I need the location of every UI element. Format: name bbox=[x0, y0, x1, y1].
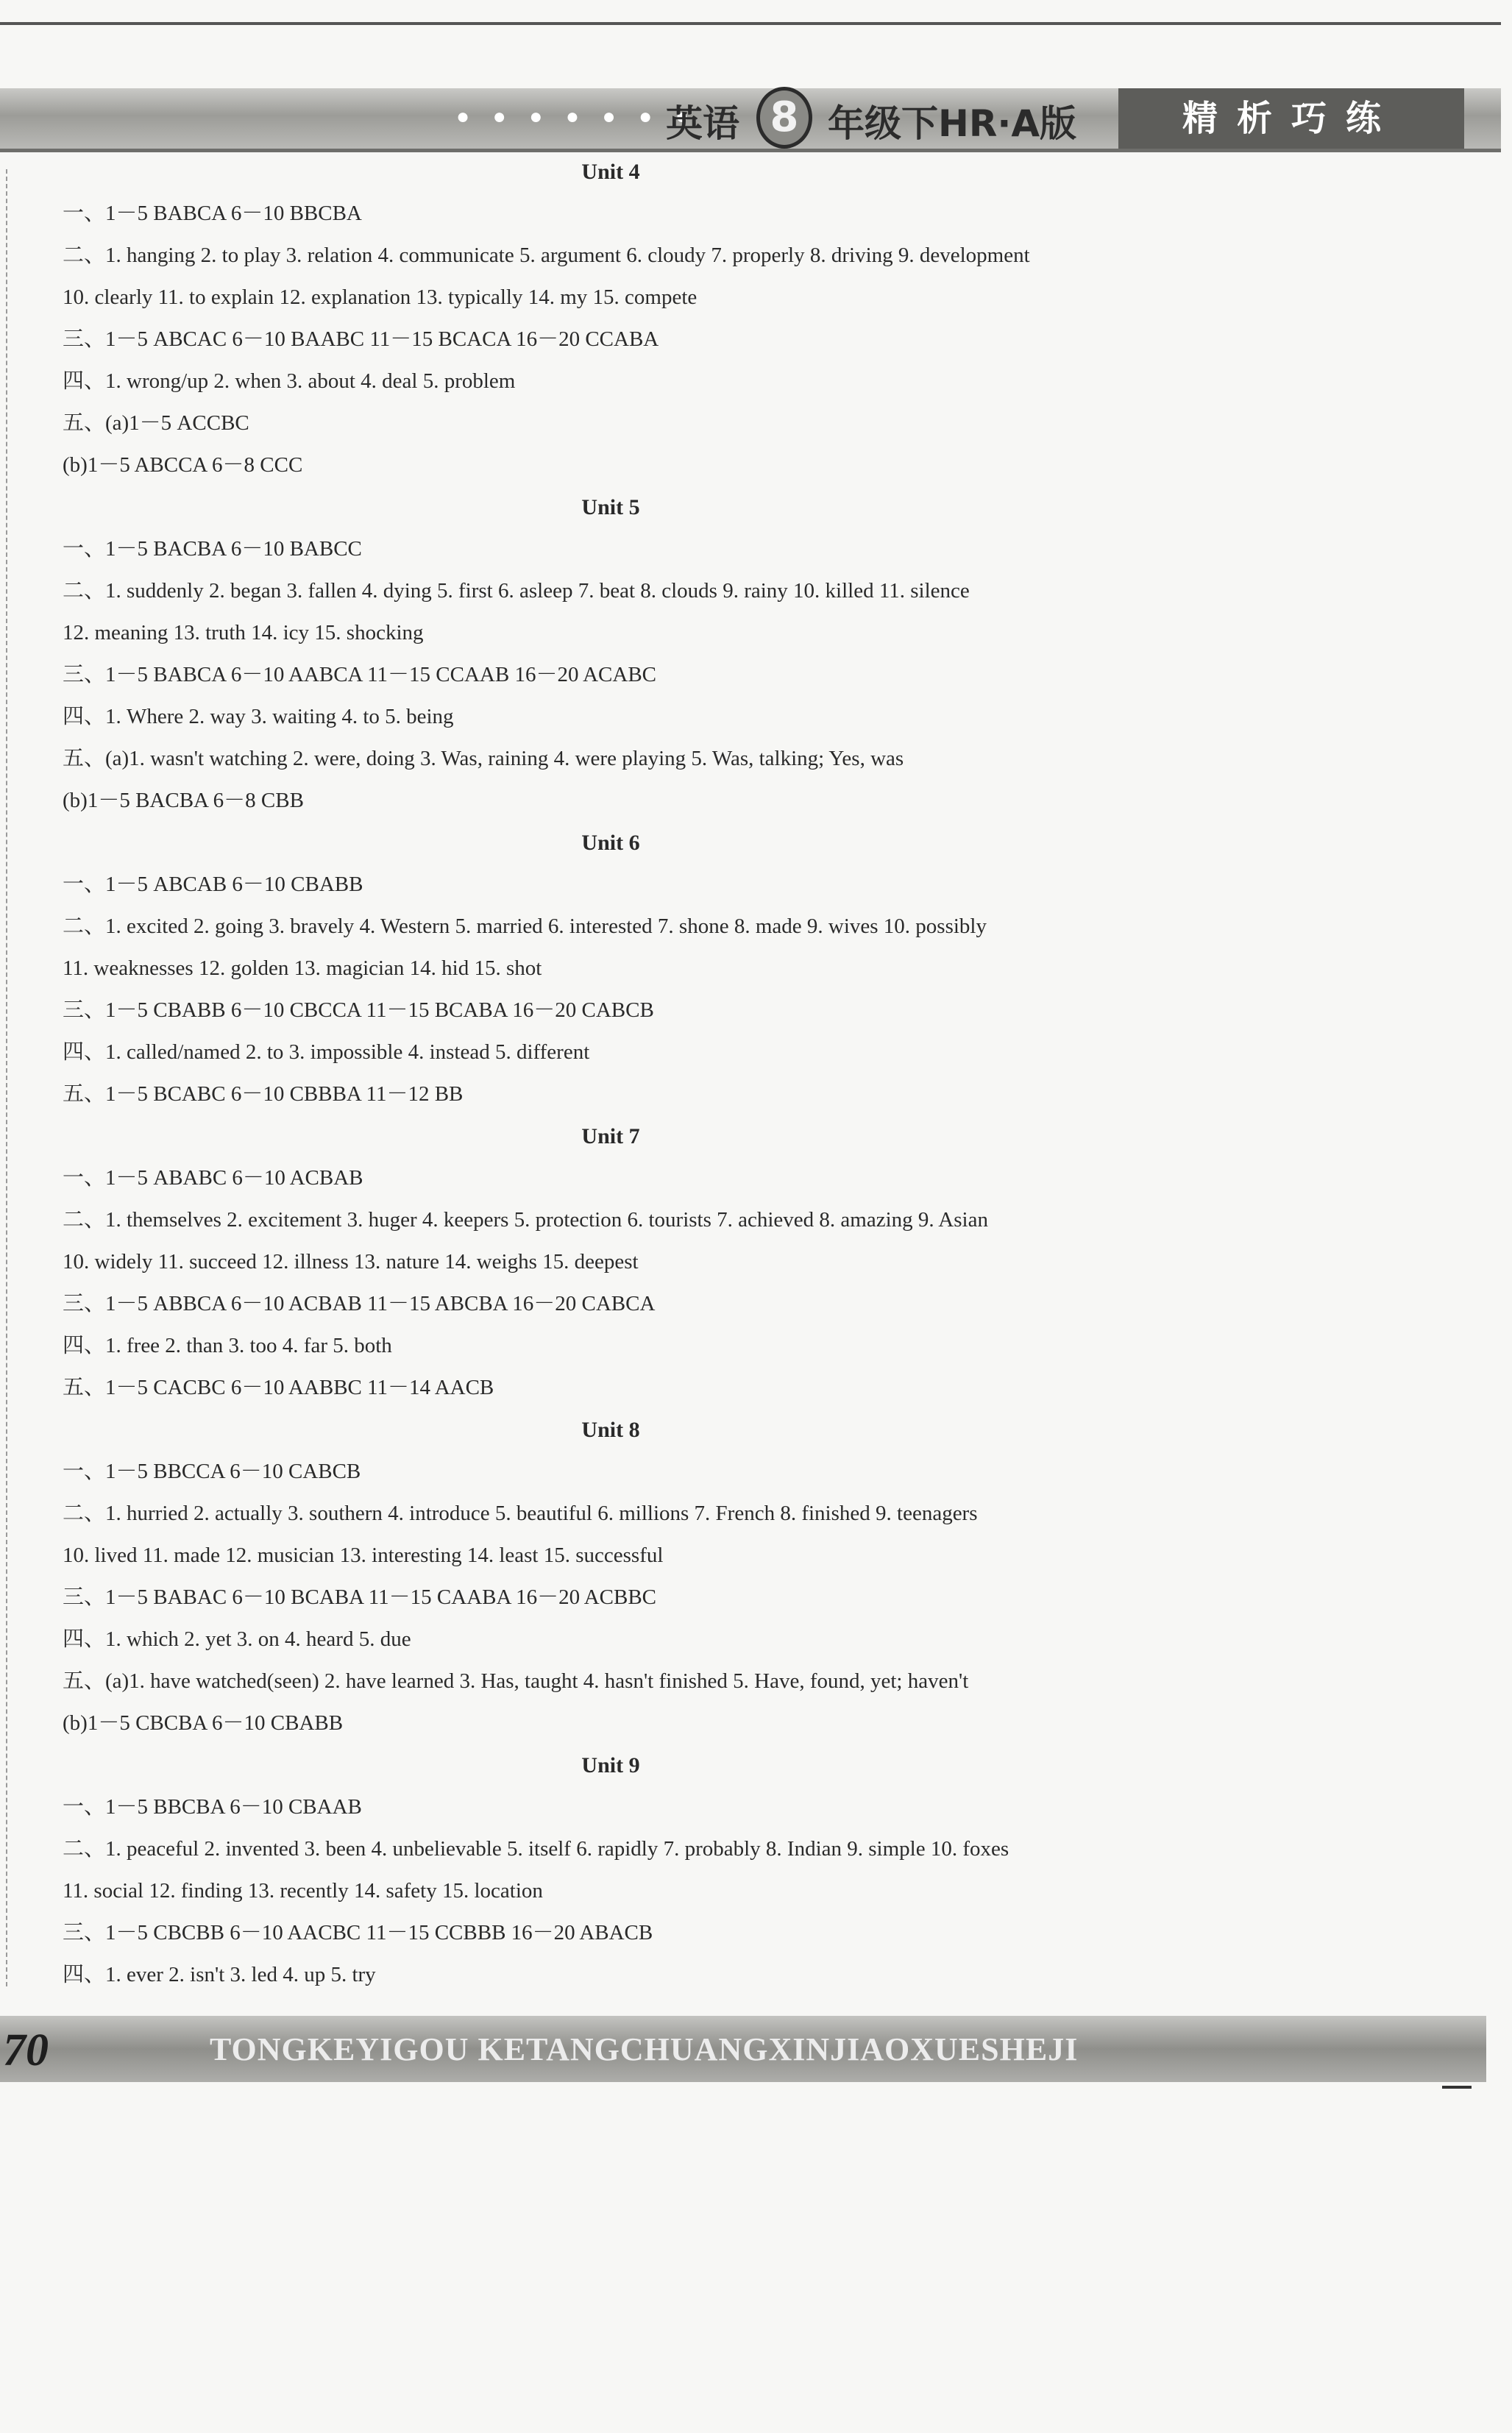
answer-line: 一、1－5 BBCBA 6－10 CBAAB bbox=[63, 1795, 362, 1819]
unit-section bbox=[63, 151, 1115, 486]
answer-line: 11. weaknesses 12. golden 13. magician 14. hid 15. shot bbox=[63, 956, 542, 980]
page-footer bbox=[0, 2016, 1486, 2082]
page-header bbox=[0, 88, 1501, 152]
unit-title: Unit 6 bbox=[581, 831, 640, 855]
unit-title: Unit 9 bbox=[581, 1753, 640, 1777]
unit-section bbox=[63, 1115, 1115, 1409]
answer-line: 三、1－5 CBABB 6－10 CBCCA 11－15 BCABA 16－20 CABCB bbox=[63, 998, 654, 1022]
unit-title: Unit 5 bbox=[581, 495, 640, 519]
answer-line: 五、(a)1. wasn't watching 2. were, doing 3. Was, raining 4. were playing 5. Was, talking; Yes, was bbox=[63, 747, 904, 770]
top-rule bbox=[0, 22, 1501, 25]
answer-line: 一、1－5 BACBA 6－10 BABCC bbox=[63, 537, 362, 561]
answer-line: 四、1. called/named 2. to 3. impossible 4. instead 5. different bbox=[63, 1040, 590, 1064]
header-dots: ● ● ● ● ● ● ● bbox=[456, 104, 698, 129]
answer-line: 五、(a)1. have watched(seen) 2. have learned 3. Has, taught 4. hasn't finished 5. Have, found, yet; haven't bbox=[63, 1669, 969, 1693]
header-edition: 年级下HR·A版 bbox=[828, 102, 1077, 145]
unit-section bbox=[63, 1409, 1115, 1744]
answer-line: 二、1. suddenly 2. began 3. fallen 4. dying 5. first 6. asleep 7. beat 8. clouds 9. rainy 10. killed 11. silence bbox=[63, 579, 970, 603]
answer-line: 二、1. hanging 2. to play 3. relation 4. communicate 5. argument 6. cloudy 7. properly 8. driving 9. development bbox=[63, 244, 1030, 267]
answer-line: 三、1－5 CBCBB 6－10 AACBC 11－15 CCBBB 16－20 ABACB bbox=[63, 1921, 653, 1944]
unit-section bbox=[63, 486, 1115, 822]
answer-line: 10. lived 11. made 12. musician 13. interesting 14. least 15. successful bbox=[63, 1544, 664, 1567]
answer-line: 四、1. free 2. than 3. too 4. far 5. both bbox=[63, 1334, 392, 1357]
unit-title: Unit 8 bbox=[581, 1418, 640, 1442]
answer-line: 三、1－5 BABCA 6－10 AABCA 11－15 CCAAB 16－20 ACABC bbox=[63, 663, 657, 686]
answer-line: (b)1－5 BACBA 6－8 CBB bbox=[63, 789, 304, 812]
binding-margin-line bbox=[6, 169, 9, 1986]
answer-line: 四、1. wrong/up 2. when 3. about 4. deal 5. problem bbox=[63, 369, 516, 393]
answer-line: 一、1－5 BBCCA 6－10 CABCB bbox=[63, 1460, 361, 1483]
answer-line: 12. meaning 13. truth 14. icy 15. shocking bbox=[63, 621, 424, 644]
answer-key bbox=[63, 151, 1115, 1996]
answer-line: (b)1－5 ABCCA 6－8 CCC bbox=[63, 453, 303, 477]
unit-title: Unit 7 bbox=[581, 1124, 640, 1148]
answer-line: 五、1－5 CACBC 6－10 AABBC 11－14 AACB bbox=[63, 1376, 494, 1399]
answer-line: 三、1－5 ABCAC 6－10 BAABC 11－15 BCACA 16－20 CCABA bbox=[63, 327, 659, 351]
answer-line: 10. clearly 11. to explain 12. explanation 13. typically 14. my 15. compete bbox=[63, 285, 698, 309]
footer-rule bbox=[1442, 2086, 1472, 2089]
header-series-title: 精析巧练 bbox=[1118, 88, 1464, 149]
header-grade-badge: 8 bbox=[756, 87, 812, 149]
answer-line: 五、(a)1－5 ACCBC bbox=[63, 411, 249, 435]
answer-line: 四、1. Where 2. way 3. waiting 4. to 5. being bbox=[63, 705, 454, 728]
answer-line: 一、1－5 ABABC 6－10 ACBAB bbox=[63, 1166, 363, 1190]
answer-line: 10. widely 11. succeed 12. illness 13. nature 14. weighs 15. deepest bbox=[63, 1250, 639, 1274]
unit-title: Unit 4 bbox=[581, 160, 640, 184]
answer-line: 三、1－5 BABAC 6－10 BCABA 11－15 CAABA 16－20 ACBBC bbox=[63, 1585, 657, 1609]
unit-section bbox=[63, 822, 1115, 1115]
answer-line: 二、1. peaceful 2. invented 3. been 4. unbelievable 5. itself 6. rapidly 7. probably 8. Indian 9. simple 10. foxes bbox=[63, 1837, 1009, 1861]
answer-line: 二、1. hurried 2. actually 3. southern 4. introduce 5. beautiful 6. millions 7. French 8. finished 9. teenagers bbox=[63, 1502, 978, 1525]
page-number: 70 bbox=[3, 2025, 49, 2075]
answer-line: 四、1. which 2. yet 3. on 4. heard 5. due bbox=[63, 1627, 411, 1651]
answer-line: 二、1. excited 2. going 3. bravely 4. Western 5. married 6. interested 7. shone 8. made 9. wives 10. possibly bbox=[63, 914, 987, 938]
answer-line: (b)1－5 CBCBA 6－10 CBABB bbox=[63, 1711, 344, 1735]
answer-line: 五、1－5 BCABC 6－10 CBBBA 11－12 BB bbox=[63, 1082, 464, 1106]
answer-line: 一、1－5 ABCAB 6－10 CBABB bbox=[63, 873, 363, 896]
unit-section bbox=[63, 1744, 1115, 1996]
footer-slogan: TONGKEYIGOU KETANGCHUANGXINJIAOXUESHEJI bbox=[210, 2031, 1079, 2067]
answer-line: 三、1－5 ABBCA 6－10 ACBAB 11－15 ABCBA 16－20 CABCA bbox=[63, 1292, 656, 1315]
answer-line: 11. social 12. finding 13. recently 14. safety 15. location bbox=[63, 1879, 543, 1903]
header-subject: 英语 bbox=[666, 102, 739, 145]
answer-line: 一、1－5 BABCA 6－10 BBCBA bbox=[63, 202, 362, 225]
answer-line: 四、1. ever 2. isn't 3. led 4. up 5. try bbox=[63, 1963, 376, 1986]
answer-line: 二、1. themselves 2. excitement 3. huger 4. keepers 5. protection 6. tourists 7. achieved 8. amazing 9. Asian bbox=[63, 1208, 988, 1232]
